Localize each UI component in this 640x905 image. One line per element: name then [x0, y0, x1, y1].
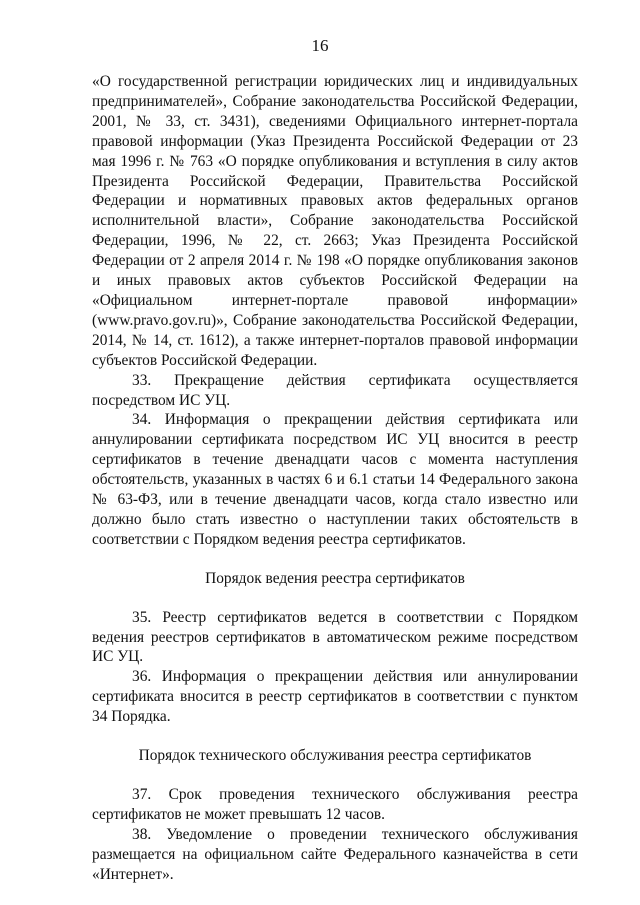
paragraph-continuation: «О государственной регистрации юридических лиц и индивидуальных предпринимателей», Собрание законодательства Российской Федерации, 2001, № 33, ст. 3431), сведениями Официального интернет-портала правовой информации (Указ Президента Российской Федерации от 23 мая 1996 г. № 763 «О порядке опубликования и вступления в силу актов Президента Российской Федерации, Правительства Российской Федерации и нормативных правовых актов федеральных органов исполнительной власти», Собрание законодательства Российской Федерации, 1996, № 22, ст. 2663; Указ Президента Российской Федерации от 2 апреля 2014 г. № 198 «О порядке опубликования законов и иных правовых актов субъектов Российской Федерации на «Официальном интернет-портале правовой информации» (www.pravo.gov.ru)», Собрание законодательства Российской Федерации, 2014, № 14, ст. 1612), а также интернет-порталов правовой информации субъектов Российской Федерации. — [92, 73, 578, 369]
section-heading-maintenance: Порядок технического обслуживания реестра сертификатов — [138, 747, 532, 765]
page-number: 16 — [311, 36, 329, 55]
paragraph-35: 35. Реестр сертификатов ведется в соответствии с Порядком ведения реестров сертификатов в автоматическом режиме посредством ИС УЦ. — [92, 608, 578, 666]
section-heading-registry: Порядок ведения реестра сертификатов — [205, 569, 465, 587]
paragraph-38: 38. Уведомление о проведении технического обслуживания размещается на официальном сайте Федерального казначейства в сети «Интернет». — [92, 825, 578, 883]
paragraph-36: 36. Информация о прекращении действия или аннулировании сертификата вносится в реестр сертификатов в соответствии с пунктом 34 Порядка. — [92, 668, 578, 726]
document-body — [92, 72, 578, 885]
paragraph-33: 33. Прекращение действия сертификата осуществляется посредством ИС УЦ. — [92, 371, 578, 409]
paragraph-37: 37. Срок проведения технического обслуживания реестра сертификатов не может превышать 12 часов. — [92, 786, 578, 823]
paragraph-34: 34. Информация о прекращении действия сертификата или аннулировании сертификата посредством ИС УЦ вносится в реестр сертификатов в течение двенадцати часов с момента наступления обстоятельств, указанных в частях 6 и 6.1 статьи 14 Федерального закона № 63-ФЗ, или в течение двенадцати часов, когда стало известно или должно было стать известно о наступлении таких обстоятельств в соответствии с Порядком ведения реестра сертификатов. — [92, 411, 578, 548]
